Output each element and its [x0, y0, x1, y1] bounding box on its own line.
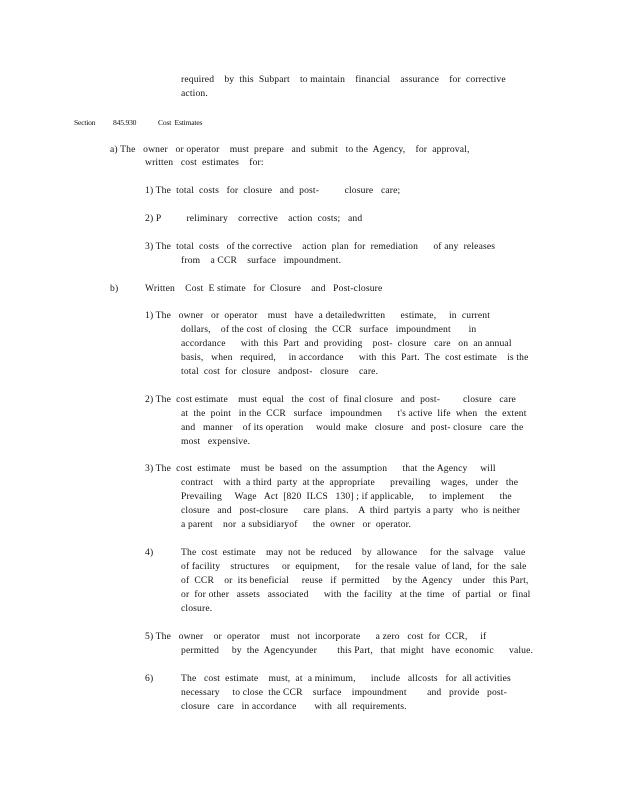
list-item-b3-cont: Prevailing Wage Act [820 ILCS 130] ; if applicable, to implement the — [181, 491, 512, 502]
subsection-a-line: written cost estimates for: — [145, 157, 264, 168]
list-item-b3-cont: closure and post-closure care plans. A third partyis a party who is neither — [181, 505, 521, 516]
list-item-b4-cont: or for other assets associated with the facility at the time of partial or final — [181, 589, 531, 600]
list-item-b1-cont: dollars, of the cost of closing the CCR surface impoundment in — [181, 324, 477, 335]
section-label: Section — [74, 118, 96, 127]
list-item-b4-number: 4) — [145, 547, 154, 558]
subsection-b-heading: Written Cost E stimate for Closure and Post-closure — [145, 283, 383, 294]
text-line: required by this Subpart to maintain financial assurance for corrective — [181, 74, 506, 85]
list-item-b3: 3) The cost estimate must be based on the assumption that the Agency will — [145, 463, 496, 474]
list-item-b6-cont: closure care in accordance with all requirements. — [181, 701, 407, 712]
section-number: 845.930 — [113, 118, 137, 127]
list-item-b1-cont: basis, when required, in accordance with this Part. The cost estimate is the — [181, 352, 529, 363]
list-item-b4-cont: of CCR or its beneficial reuse if permitted by the Agency under this Part, — [181, 575, 529, 586]
list-item-b6-cont: necessary to close the CCR surface impoundment and provide post- — [181, 687, 507, 698]
list-item-a1: 1) The total costs for closure and post- closure care; — [145, 185, 401, 196]
list-item-b5: 5) The owner or operator must not incorporate a zero cost for CCR, if — [145, 631, 487, 642]
list-item-b2-cont: at the point in the CCR surface impoundmen t's active life when the extent — [181, 408, 527, 419]
subsection-b-label: b) — [110, 283, 119, 294]
list-item-b3-cont: contract with a third party at the appropriate prevailing wages, under the — [181, 477, 519, 488]
subsection-a-line: a) The owner or operator must prepare and submit to the Agency, for approval, — [110, 144, 470, 155]
list-item-b1: 1) The owner or operator must have a detailedwritten estimate, in current — [145, 310, 491, 321]
list-item-b4: The cost estimate may not be reduced by allowance for the salvage value — [181, 547, 526, 558]
list-item-b5-cont: permitted by the Agencyunder this Part, that might have economic value. — [181, 645, 534, 656]
list-item-b1-cont: total cost for closure andpost- closure care. — [181, 366, 379, 377]
list-item-b2: 2) The cost estimate must equal the cost of final closure and post- closure care — [145, 394, 516, 405]
list-item-b2-cont: most expensive. — [181, 436, 251, 447]
list-item-b6: The cost estimate must, at a minimum, include allcosts for all activities — [181, 673, 511, 684]
list-item-b2-cont: and manner of its operation would make closure and post- closure care the — [181, 422, 524, 433]
text-line: action. — [181, 88, 208, 99]
list-item-b1-cont: accordance with this Part and providing post- closure care on an annual — [181, 338, 512, 349]
section-title: Cost Estimates — [158, 118, 203, 127]
list-item-a2: 2) P reliminary corrective action costs; and — [145, 213, 363, 224]
list-item-a3: 3) The total costs of the corrective action plan for remediation of any releases — [145, 241, 496, 252]
list-item-b3-cont: a parent nor a subsidiaryof the owner or operator. — [181, 519, 412, 530]
list-item-b4-cont: closure. — [181, 603, 213, 614]
list-item-a3-cont: from a CCR surface impoundment. — [181, 255, 342, 266]
list-item-b4-cont: of facility structures or equipment, for the resale value of land, for the sale — [181, 561, 527, 572]
list-item-b6-number: 6) — [145, 673, 154, 684]
